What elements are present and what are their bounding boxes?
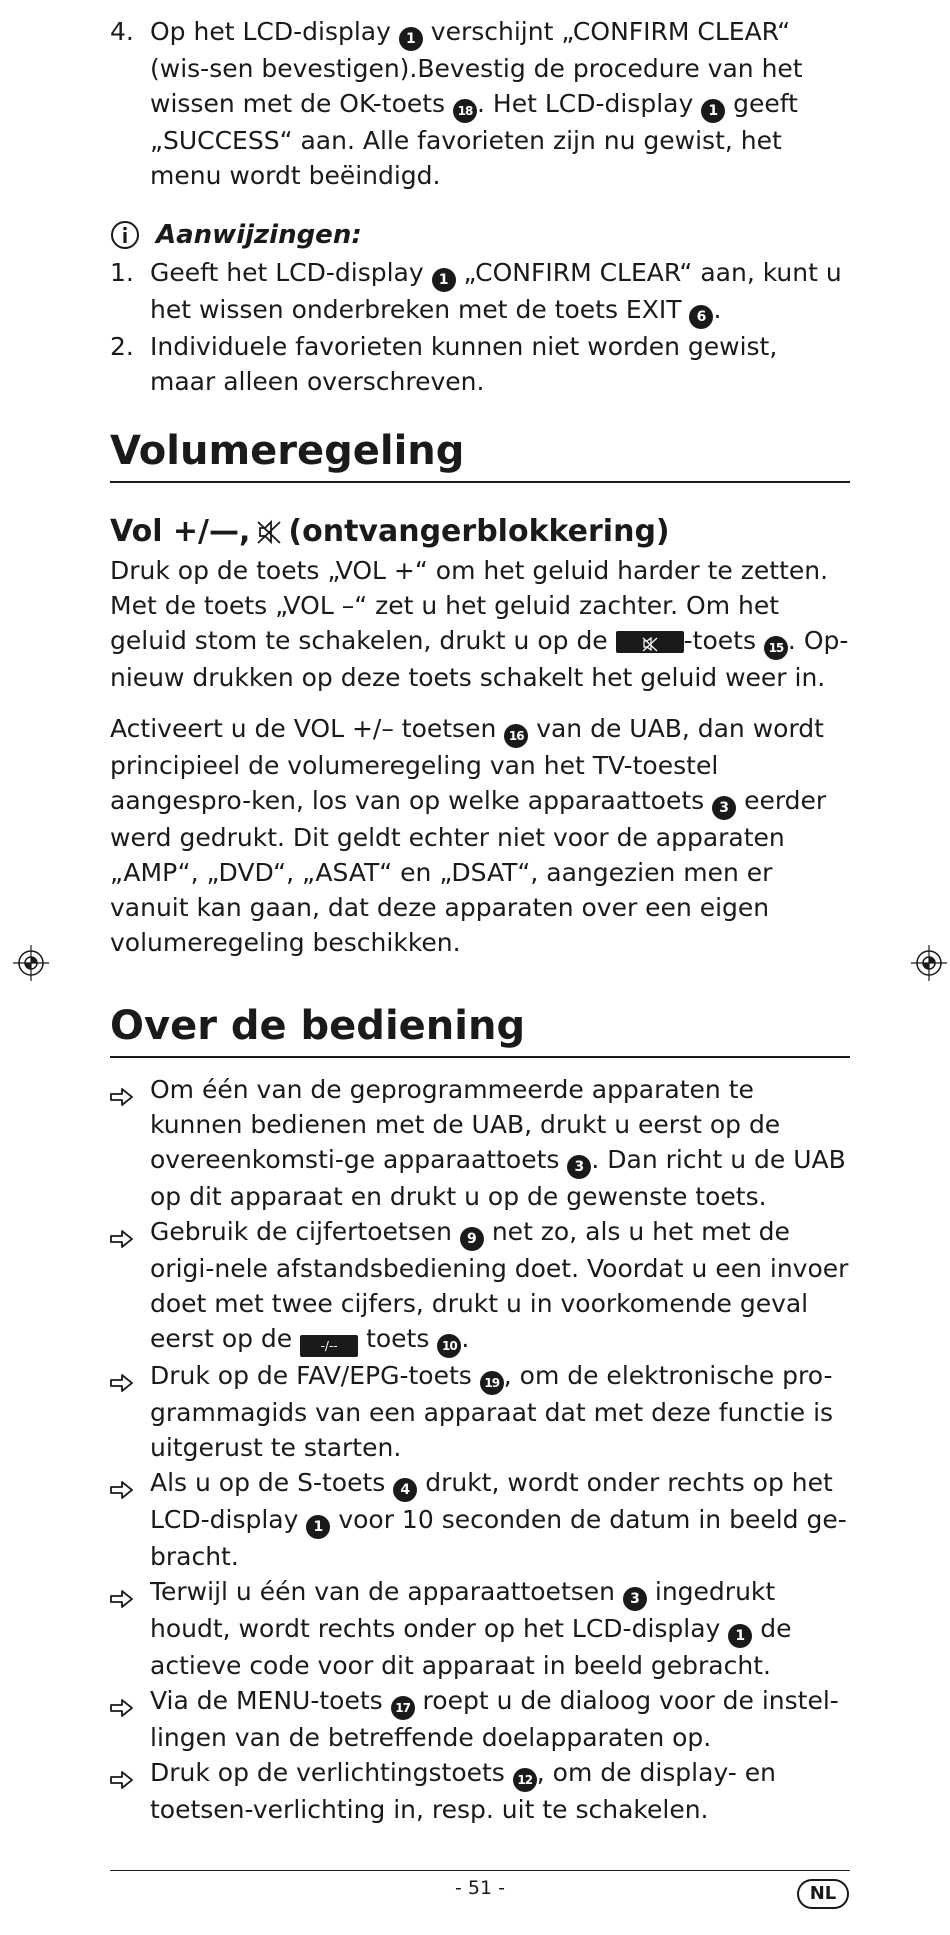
info-icon bbox=[110, 220, 140, 250]
language-badge: NL bbox=[797, 1879, 849, 1909]
hollow-arrow-right-icon bbox=[110, 1481, 134, 1499]
hollow-arrow-right-icon bbox=[110, 1088, 134, 1106]
ref-badge: 1 bbox=[306, 1515, 330, 1539]
hollow-arrow-right-icon bbox=[110, 1590, 134, 1608]
ref-badge: 16 bbox=[504, 724, 528, 748]
step-number: 4. bbox=[110, 17, 134, 46]
notes-title: Aanwijzingen: bbox=[156, 220, 362, 250]
list-item: Terwijl u één van de apparaattoetsen 3 ingedrukt houdt, wordt rechts onder op het LCD-display 1 de actieve code voor dit apparaat in beeld gebracht. bbox=[110, 1574, 850, 1683]
list-item: Gebruik de cijfertoetsen 9 net zo, als u het met de origi-nele afstandsbediening doet. Voordat u een invoer doet met twee cijfers, drukt u in voorkomende geval eerst op de -/-- toets 10 . bbox=[110, 1214, 850, 1358]
list-item: Druk op de FAV/EPG-toets 19 , om de elektronische pro-grammagids van een apparaat dat met deze functie is uitgerust te starten. bbox=[110, 1358, 850, 1465]
list-item: Via de MENU-toets 17 roept u de dialoog voor de instel-lingen van de betreffende doelapparaten op. bbox=[110, 1683, 850, 1755]
registration-mark-icon bbox=[910, 944, 948, 982]
ref-badge: 15 bbox=[764, 636, 788, 660]
ref-badge: 3 bbox=[623, 1587, 647, 1611]
ref-badge: 1 bbox=[701, 99, 725, 123]
subheading-volume: Vol +/—, (ontvangerblokkering) bbox=[110, 514, 670, 549]
hollow-arrow-right-icon bbox=[110, 1230, 134, 1248]
ref-badge: 9 bbox=[460, 1227, 484, 1251]
list-item: Druk op de verlichtingstoets 12 , om de display- en toetsen-verlichting in, resp. uit te schakelen. bbox=[110, 1755, 850, 1827]
ref-badge: 17 bbox=[391, 1696, 415, 1720]
hollow-arrow-right-icon bbox=[110, 1699, 134, 1717]
mute-key-icon bbox=[616, 631, 684, 653]
section-heading-volume: Volumeregeling bbox=[110, 425, 850, 483]
ref-badge: 1 bbox=[728, 1624, 752, 1648]
ref-badge: 3 bbox=[712, 796, 736, 820]
ref-badge: 1 bbox=[399, 27, 423, 51]
registration-mark-icon bbox=[12, 944, 50, 982]
notes-heading bbox=[110, 215, 850, 255]
ref-badge: 1 bbox=[432, 268, 456, 292]
step-text: Op het LCD-display 1 verschijnt „CONFIRM CLEAR“ (wis-sen bevestigen).Bevestig de procedure van het wissen met de OK-toets 18 . Het LCD-display 1 geeft „SUCCESS“ aan. Alle favorieten zijn nu gewist, het menu wordt beëindigd. bbox=[150, 17, 803, 190]
ref-badge: 6 bbox=[689, 305, 713, 329]
step-4 bbox=[110, 14, 850, 193]
hollow-arrow-right-icon bbox=[110, 1374, 134, 1392]
notes-list bbox=[110, 255, 850, 399]
section-heading-operation: Over de bediening bbox=[110, 1000, 850, 1058]
ref-badge: 19 bbox=[480, 1371, 504, 1395]
note-item: 2. Individuele favorieten kunnen niet worden gewist, maar alleen overschreven. bbox=[110, 332, 778, 396]
page-number: - 51 - bbox=[455, 1877, 505, 1899]
volume-paragraph-1: Druk op de toets „VOL +“ om het geluid harder te zetten. Met de toets „VOL –“ zet u het geluid zachter. Om het geluid stom te schakelen, drukt u op de -toets 15 . Op-nieuw drukken op deze toets schakelt het geluid weer in. bbox=[110, 556, 849, 692]
footer-divider bbox=[110, 1870, 850, 1871]
ref-badge: 4 bbox=[393, 1478, 417, 1502]
note-item: 1. Geeft het LCD-display 1 „CONFIRM CLEAR“ aan, kunt u het wissen onderbreken met de toets EXIT 6 . bbox=[110, 255, 850, 329]
ref-badge: 10 bbox=[437, 1334, 461, 1358]
digit-toggle-key-icon: -/-- bbox=[300, 1335, 358, 1357]
ref-badge: 18 bbox=[453, 99, 477, 123]
volume-paragraph-2: Activeert u de VOL +/– toetsen 16 van de UAB, dan wordt principieel de volumeregeling van het TV-toestel aangespro-ken, los van op welke apparaattoets 3 eerder werd gedrukt. Dit geldt echter niet voor de apparaten „AMP“, „DVD“, „ASAT“ en „DSAT“, aangezien men er vanuit kan gaan, dat deze apparaten over een eigen volumeregeling beschikken. bbox=[110, 714, 827, 957]
ref-badge: 3 bbox=[567, 1155, 591, 1179]
ref-badge: 12 bbox=[513, 1768, 537, 1792]
speaker-mute-icon bbox=[256, 519, 282, 545]
list-item: Om één van de geprogrammeerde apparaten te kunnen bedienen met de UAB, drukt u eerst op de overeenkomsti-ge apparaattoets 3 . Dan richt u de UAB op dit apparaat en drukt u op de gewenste toets. bbox=[110, 1072, 850, 1214]
list-item: Als u op de S-toets 4 drukt, wordt onder rechts op het LCD-display 1 voor 10 seconden de datum in beeld ge-bracht. bbox=[110, 1465, 850, 1574]
hollow-arrow-right-icon bbox=[110, 1771, 134, 1789]
operation-list bbox=[110, 1072, 850, 1827]
